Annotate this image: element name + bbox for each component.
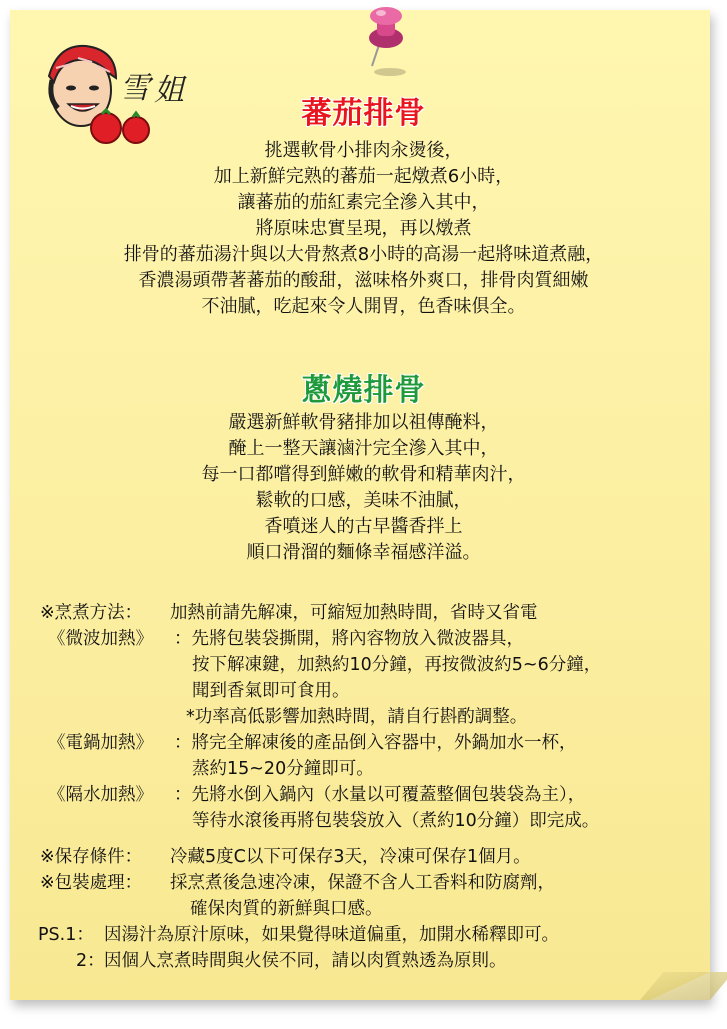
waterbath-label: 《隔水加熱》 — [48, 785, 153, 805]
microwave-row — [40, 652, 710, 678]
logo-text: 雪 — [120, 71, 150, 106]
section1-description — [0, 138, 727, 320]
section2-line: 鬆軟的口感，美味不油膩， — [255, 490, 472, 511]
packaging-text: 確保肉質的新鮮與口感。 — [190, 899, 383, 919]
microwave-step: ：先將包裝袋撕開，將內容物放入微波器具， — [174, 629, 524, 649]
spacer — [40, 834, 710, 844]
microwave-row — [40, 626, 710, 652]
push-pin-icon — [350, 2, 420, 80]
ricecooker-row — [40, 730, 710, 756]
ps1-row — [40, 922, 710, 948]
ps1-text: 因湯汁為原汁原味，如果覺得味道偏重，加開水稀釋即可。 — [104, 925, 559, 945]
section1-line: 排骨的蕃茄湯汁與以大骨熬煮8小時的高湯一起將味道煮融， — [123, 244, 604, 265]
section1-line: 挑選軟骨小排肉汆燙後， — [264, 140, 463, 161]
packaging-row — [40, 870, 710, 896]
section2-line: 每一口都嚐得到鮮嫩的軟骨和精華肉汁， — [201, 464, 526, 485]
microwave-step: 按下解凍鍵，加熱約10分鐘，再按微波約5~6分鐘， — [192, 655, 602, 675]
section2-line: 順口滑溜的麵條幸福感洋溢。 — [246, 542, 481, 563]
ps2-row — [40, 948, 710, 974]
section1-line: 讓蕃茄的茄紅素完全滲入其中， — [237, 192, 490, 213]
waterbath-step: ：先將水倒入鍋內（水量以可覆蓋整個包裝袋為主）， — [174, 785, 586, 805]
instructions-block — [40, 600, 710, 974]
microwave-note-row — [40, 704, 710, 730]
section2-line: 醃上一整天讓滷汁完全滲入其中， — [228, 438, 499, 459]
ps2-text: 因個人烹煮時間與火侯不同，請以肉質熟透為原則。 — [104, 951, 507, 971]
ricecooker-row — [40, 756, 710, 782]
microwave-row — [40, 678, 710, 704]
section2-description — [0, 410, 727, 566]
cooking-method-text: 加熱前請先解凍，可縮短加熱時間，省時又省電 — [170, 603, 538, 623]
ricecooker-step: 蒸約15~20分鐘即可。 — [192, 759, 374, 779]
section2-line: 嚴選新鮮軟骨豬排加以祖傳醃料， — [228, 412, 499, 433]
cooking-method-label: ※烹煮方法： — [40, 603, 143, 623]
section2-title: 蔥燒排骨 — [301, 373, 426, 408]
section1-title: 蕃茄排骨 — [301, 96, 426, 131]
section1-line: 香濃湯頭帶著蕃茄的酸甜，滋味格外爽口，排骨肉質細嫩 — [138, 270, 589, 291]
storage-row — [40, 844, 710, 870]
storage-text: 冷藏5度C以下可保存3天，冷凍可保存1個月。 — [170, 847, 531, 867]
packaging-text: 採烹煮後急速冷凍，保證不含人工香料和防腐劑， — [170, 873, 555, 893]
ps1-label: PS.1： — [38, 925, 94, 945]
microwave-label: 《微波加熱》 — [48, 629, 153, 649]
microwave-step: 聞到香氣即可食用。 — [192, 681, 350, 701]
packaging-row — [40, 896, 710, 922]
waterbath-step: 等待水滾後再將包裝袋放入（煮約10分鐘）即完成。 — [192, 811, 600, 831]
section1-line: 將原味忠實呈現，再以燉煮 — [255, 218, 472, 239]
cooking-method-row — [40, 600, 710, 626]
ricecooker-step: ：將完全解凍後的產品倒入容器中，外鍋加水一杯， — [174, 733, 577, 753]
ps2-label: 2： — [76, 951, 105, 971]
ricecooker-label: 《電鍋加熱》 — [48, 733, 153, 753]
waterbath-row — [40, 808, 710, 834]
section2-line: 香噴迷人的古早醬香拌上 — [264, 516, 463, 537]
section1-line: 不油膩，吃起來令人開胃，色香味俱全。 — [201, 296, 526, 317]
packaging-label: ※包裝處理： — [40, 873, 143, 893]
section1-line: 加上新鮮完熟的蕃茄一起燉煮6小時， — [213, 166, 514, 187]
svg-text:姐: 姐 — [154, 73, 184, 108]
storage-label: ※保存條件： — [40, 847, 143, 867]
waterbath-row — [40, 782, 710, 808]
microwave-note: *功率高低影響加熱時間，請自行斟酌調整。 — [186, 707, 528, 727]
